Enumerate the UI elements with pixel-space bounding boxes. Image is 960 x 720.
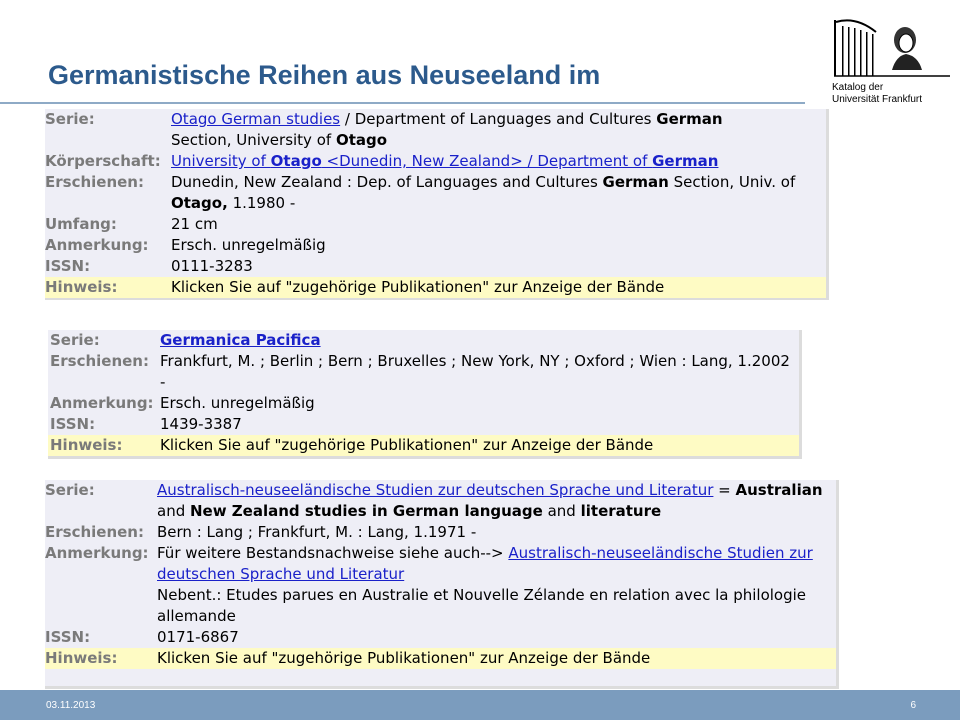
series-text: and [542,502,581,520]
title-divider [0,102,805,104]
record-row-hint [45,277,826,298]
note-label: Anmerkung: [45,544,149,562]
logo-line-1: Katalog der [832,82,884,93]
extent-value: 21 cm [171,215,218,233]
record-row-extent [45,214,826,235]
record-row-note [48,393,799,414]
hint-value: Klicken Sie auf "zugehörige Publikationen" zur Anzeige der Bände [160,436,654,454]
note-value: Ersch. unregelmäßig [171,236,326,254]
series-text: Section, University of [171,131,336,149]
university-logo [826,10,956,110]
record-row-published [48,351,799,393]
record-row-series [45,109,826,151]
extent-label: Umfang: [45,215,117,233]
record-row-published [45,172,826,214]
note-2-value: Nebent.: Etudes parues en Australie et Nouvelle Zélande en relation avec la philologie allemande [157,586,807,625]
record-australisch-neuseelaendische [45,480,839,689]
corporate-body-link[interactable]: University of Otago <Dunedin, New Zealand> / Department of German [171,152,719,170]
series-bold: Otago [335,131,388,149]
record-row-hint [45,648,836,669]
record-germanica-pacifica [48,330,802,459]
record-row-note-2 [45,585,836,627]
series-label: Serie: [45,110,95,128]
record-row-note [45,235,826,256]
series-bold: New Zealand studies in German language [190,502,543,520]
published-text: Dunedin, New Zealand : Dep. of Languages and Cultures [171,173,603,191]
published-label: Erschienen: [45,523,144,541]
corporate-body-label: Körperschaft: [45,152,161,170]
record-row-series [45,480,836,522]
published-value: Frankfurt, M. ; Berlin ; Bern ; Bruxelles ; New York, NY ; Oxford ; Wien : Lang, 1.2002 - [160,352,790,391]
series-text: / Department of Languages and Cultures [340,110,657,128]
record-row-note [45,543,836,585]
note-text: Für weitere Bestandsnachweise siehe auch--> [157,544,509,562]
series-bold: Australian [735,481,823,499]
issn-label: ISSN: [45,257,91,275]
record-row-issn [45,627,836,648]
issn-value: 1439-3387 [160,415,242,433]
record-row-series [48,330,799,351]
note-link[interactable]: Australisch-neuseeländische Studien zur deutschen Sprache und Literatur [157,544,813,583]
slide-title: Germanistische Reihen aus Neuseeland im [48,60,601,90]
slide-footer [0,690,960,720]
note-value: Ersch. unregelmäßig [160,394,315,412]
note-label: Anmerkung: [45,236,149,254]
published-label: Erschienen: [45,173,144,191]
hint-label: Hinweis: [45,278,118,296]
record-row-issn [48,414,799,435]
issn-value: 0111-3283 [171,257,253,275]
logo-line-2: Universität Frankfurt [832,94,923,105]
hint-label: Hinweis: [45,649,118,667]
record-row-issn [45,256,826,277]
published-value: Bern : Lang ; Frankfurt, M. : Lang, 1.1971 - [157,523,477,541]
record-row-corporate-body [45,151,826,172]
footer-date: 03.11.2013 [46,700,96,711]
series-label: Serie: [45,481,95,499]
record-otago [45,109,829,300]
published-text: 1.1980 - [227,194,296,212]
published-bold: Otago, [171,194,228,212]
page-number: 6 [910,700,916,711]
published-bold: German [602,173,669,191]
series-link[interactable]: Germanica Pacifica [160,331,321,349]
series-link[interactable]: Otago German studies [171,110,341,128]
published-text: Section, Univ. of [668,173,796,191]
record-row-hint [48,435,799,456]
issn-value: 0171-6867 [157,628,239,646]
issn-label: ISSN: [50,415,96,433]
hint-value: Klicken Sie auf "zugehörige Publikationen" zur Anzeige der Bände [171,278,665,296]
series-bold: literature [580,502,662,520]
issn-label: ISSN: [45,628,91,646]
series-text: and [157,502,190,520]
series-label: Serie: [50,331,100,349]
goethe-logo-icon [826,10,956,82]
published-label: Erschienen: [50,352,149,370]
note-label: Anmerkung: [50,394,154,412]
hint-value: Klicken Sie auf "zugehörige Publikationen" zur Anzeige der Bände [157,649,651,667]
series-bold: German [656,110,723,128]
record-row-published [45,522,836,543]
series-text: = [713,481,736,499]
series-link[interactable]: Australisch-neuseeländische Studien zur deutschen Sprache und Literatur [157,481,714,499]
hint-label: Hinweis: [50,436,123,454]
